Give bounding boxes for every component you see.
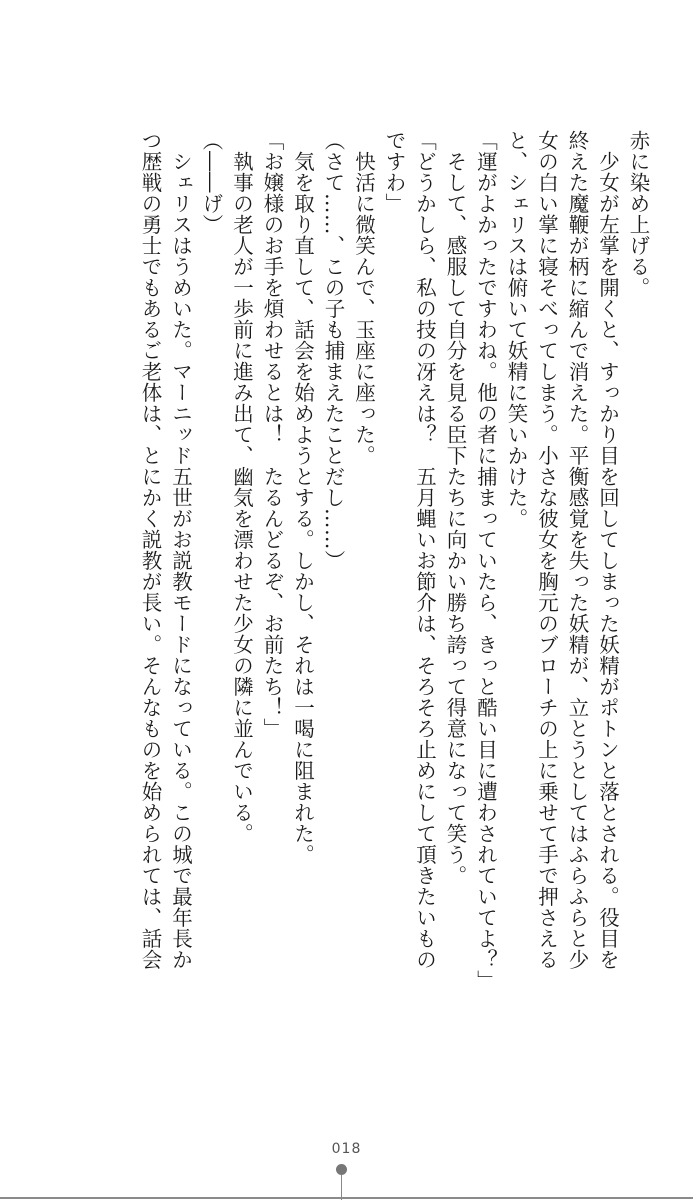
text-line: 女の白い掌に寝そべってしまう。小さな彼女を胸元のブローチの上に乗せて手で押さえる [534, 130, 559, 970]
text-line: 快活に微笑んで、玉座に座った。 [351, 130, 376, 466]
text-line: （さて……、この子も捕まえたことだし……） [321, 130, 345, 571]
text-line: 赤に染め上げる。 [626, 130, 650, 298]
text-line: と、シェリスは俯いて妖精に笑いかけた。 [504, 130, 528, 529]
text-line: （――げ） [199, 130, 223, 235]
bottom-rule [0, 1197, 693, 1199]
text-line: ですわ」 [382, 130, 406, 214]
text-line: 「お嬢様のお手を煩わせるとは！ たるんどるぞ、お前たち！」 [260, 130, 284, 739]
text-line: 「どうかしら、私の技の冴えは？ 五月蝿いお節介は、そろそろ止めにして頂きたいもの [412, 130, 437, 970]
text-line: そして、感服して自分を見る臣下たちに向かい勝ち誇って得意になって笑う。 [443, 130, 467, 886]
text-line: つ歴戦の勇士でもあるご老体は、とにかく説教が長い。そんなものを始められては、話会 [138, 130, 162, 970]
vertical-text-body [135, 130, 654, 1130]
text-line: 少女が左掌を開くと、すっかり目を回してしまった妖精がポトンと落とされる。役目を [595, 130, 620, 970]
page-number: 018 [331, 1141, 362, 1157]
text-line: 終えた魔鞭が柄に縮んで消えた。平衡感覚を失った妖精が、立とうとしてはふらふらと少 [565, 130, 589, 970]
page-marker-dot [336, 1164, 347, 1175]
text-line: 気を取り直して、話会を始めようとする。しかし、それは一喝に阻まれた。 [290, 130, 315, 865]
text-line: シェリスはうめいた。マーニッド五世がお説教モードになっている。この城で最年長か [168, 130, 193, 970]
text-line: 執事の老人が一歩前に進み出て、幽気を漂わせた少女の隣に並んでいる。 [229, 130, 254, 844]
text-line: 「運がよかったですわね。他の者に捕まっていたら、きっと酷い目に遭わされていてよ？」 [473, 130, 498, 991]
